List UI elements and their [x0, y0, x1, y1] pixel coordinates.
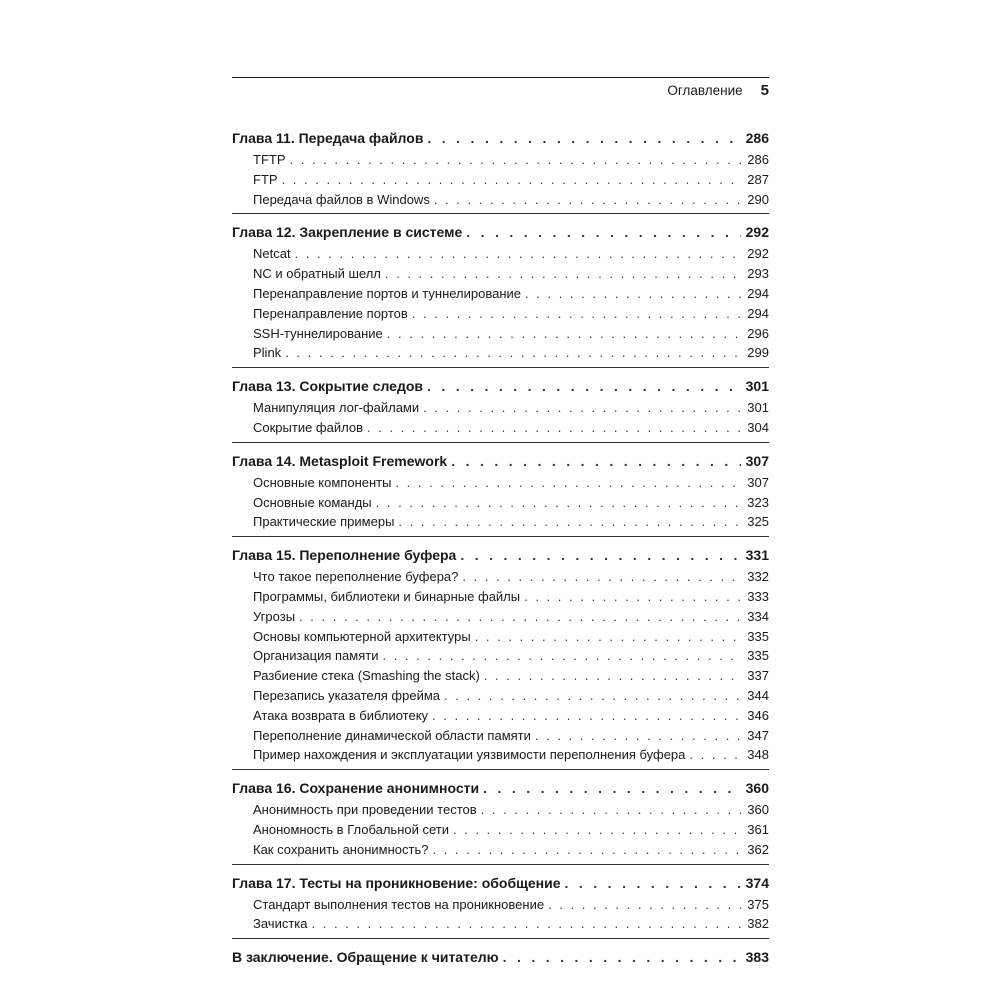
- toc-section-title: Анономность в Глобальной сети: [253, 821, 449, 837]
- toc-section-title: NC и обратный шелл: [253, 266, 381, 282]
- toc-section-title: Организация памяти: [253, 648, 379, 664]
- toc-chapter-block: [232, 778, 769, 864]
- toc-dot-leader: [290, 150, 742, 170]
- toc-section-entry[interactable]: [232, 820, 769, 840]
- toc-section-title: Анонимность при проведении тестов: [253, 802, 477, 818]
- toc-section-entry[interactable]: [232, 284, 769, 304]
- toc-chapter-title: Глава 12. Закрепление в системе: [232, 224, 463, 241]
- toc-section-entry[interactable]: [232, 587, 769, 607]
- toc-section-page: 323: [747, 494, 769, 510]
- toc-chapter-block: [232, 376, 769, 443]
- toc-section-page: 287: [747, 171, 769, 187]
- toc-section-page: 348: [747, 747, 769, 763]
- table-of-contents: [232, 128, 769, 981]
- toc-section-title: Перенаправление портов: [253, 305, 408, 321]
- toc-chapter-page: 360: [745, 780, 769, 797]
- toc-section-page: 335: [747, 648, 769, 664]
- toc-section-entry[interactable]: [232, 512, 769, 532]
- toc-section-title: Атака возврата в библиотеку: [253, 707, 429, 723]
- toc-dot-leader: [282, 170, 741, 190]
- toc-dot-leader: [434, 190, 741, 210]
- toc-section-title: Разбиение стека (Smashing the stack): [253, 668, 480, 684]
- toc-section-page: 332: [747, 569, 769, 585]
- toc-section-page: 362: [747, 841, 769, 857]
- toc-chapter-entry[interactable]: [232, 947, 769, 968]
- toc-chapter-block: [232, 222, 769, 368]
- toc-dot-leader: [427, 376, 741, 397]
- toc-dot-leader: [453, 820, 741, 840]
- toc-section-entry[interactable]: [232, 473, 769, 493]
- toc-dot-leader: [427, 128, 741, 149]
- toc-dot-leader: [398, 512, 741, 532]
- toc-dot-leader: [423, 398, 741, 418]
- toc-section-page: 294: [747, 305, 769, 321]
- toc-chapter-entry[interactable]: [232, 545, 769, 566]
- toc-section-page: 307: [747, 474, 769, 490]
- toc-dot-leader: [367, 418, 741, 438]
- toc-chapter-title: Глава 13. Сокрытие следов: [232, 378, 424, 395]
- toc-dot-leader: [395, 473, 741, 493]
- toc-dot-leader: [385, 264, 741, 284]
- toc-section-entry[interactable]: [232, 840, 769, 860]
- toc-section-title: Пример нахождения и эксплуатации уязвимости переполнения буфера: [253, 747, 686, 763]
- toc-chapter-title: Глава 15. Переполнение буфера: [232, 547, 457, 564]
- toc-section-title: Передача файлов в Windows: [253, 191, 430, 207]
- toc-chapter-page: 331: [745, 547, 769, 564]
- toc-section-title: Переполнение динамической области памяти: [253, 727, 531, 743]
- toc-section-page: 292: [747, 246, 769, 262]
- toc-section-title: Угрозы: [253, 608, 296, 624]
- toc-section-entry[interactable]: [232, 418, 769, 438]
- toc-dot-leader: [432, 706, 741, 726]
- toc-section-title: Программы, библиотеки и бинарные файлы: [253, 588, 521, 604]
- toc-section-page: 347: [747, 727, 769, 743]
- toc-section-page: 293: [747, 266, 769, 282]
- toc-dot-leader: [312, 914, 742, 934]
- toc-dot-leader: [451, 451, 741, 472]
- toc-chapter-block: [232, 873, 769, 940]
- toc-section-entry[interactable]: [232, 190, 769, 210]
- toc-chapter-entry[interactable]: [232, 873, 769, 894]
- toc-chapter-block: [232, 947, 769, 973]
- toc-section-entry[interactable]: [232, 324, 769, 344]
- toc-dot-leader: [548, 895, 741, 915]
- toc-section-page: 304: [747, 419, 769, 435]
- toc-section-entry[interactable]: [232, 150, 769, 170]
- toc-chapter-title: Глава 11. Передача файлов: [232, 130, 424, 146]
- toc-section-entry[interactable]: [232, 726, 769, 746]
- toc-section-page: 337: [747, 668, 769, 684]
- toc-dot-leader: [387, 324, 741, 344]
- toc-section-title: Как сохранить анонимность?: [253, 841, 429, 857]
- toc-section-entry[interactable]: [232, 745, 769, 765]
- toc-section-title: Основные компоненты: [253, 474, 392, 490]
- toc-section-page: 301: [747, 400, 769, 416]
- toc-dot-leader: [460, 545, 741, 566]
- toc-section-title: Netcat: [253, 246, 291, 262]
- toc-dot-leader: [484, 666, 741, 686]
- toc-section-title: Основы компьютерной архитектуры: [253, 628, 471, 644]
- toc-section-entry[interactable]: [232, 914, 769, 934]
- toc-dot-leader: [285, 343, 741, 363]
- toc-chapter-entry[interactable]: [232, 128, 769, 149]
- toc-section-page: 346: [747, 707, 769, 723]
- toc-dot-leader: [481, 800, 741, 820]
- toc-dot-leader: [382, 646, 741, 666]
- toc-section-entry[interactable]: [232, 666, 769, 686]
- running-title: Оглавление: [667, 83, 743, 98]
- toc-dot-leader: [483, 778, 741, 799]
- toc-section-title: FTP: [253, 171, 278, 187]
- toc-section-page: 333: [747, 588, 769, 604]
- toc-section-entry[interactable]: [232, 706, 769, 726]
- toc-dot-leader: [432, 840, 741, 860]
- toc-chapter-page: 292: [745, 224, 769, 241]
- toc-dot-leader: [475, 627, 741, 647]
- toc-section-page: 375: [747, 896, 769, 912]
- toc-dot-leader: [444, 686, 741, 706]
- toc-chapter-entry[interactable]: [232, 778, 769, 799]
- toc-section-entry[interactable]: [232, 493, 769, 513]
- toc-section-page: 360: [747, 802, 769, 818]
- toc-dot-leader: [535, 726, 741, 746]
- toc-section-entry[interactable]: [232, 398, 769, 418]
- page-number: 5: [760, 82, 769, 99]
- toc-section-title: Основные команды: [253, 494, 372, 510]
- toc-chapter-page: 307: [745, 452, 769, 469]
- toc-section-page: 286: [747, 152, 769, 167]
- toc-section-entry[interactable]: [232, 304, 769, 324]
- toc-section-title: TFTP: [253, 152, 286, 167]
- toc-dot-leader: [376, 493, 741, 513]
- toc-dot-leader: [565, 873, 741, 894]
- toc-section-page: 382: [747, 916, 769, 932]
- toc-chapter-page: 301: [745, 378, 769, 395]
- toc-chapter-title: Глава 17. Тесты на проникновение: обобщение: [232, 874, 561, 891]
- toc-dot-leader: [524, 587, 741, 607]
- toc-section-title: SSH-туннелирование: [253, 325, 383, 341]
- header-rule: [232, 77, 769, 78]
- toc-section-page: 299: [747, 345, 769, 361]
- toc-section-entry[interactable]: [232, 800, 769, 820]
- toc-section-title: Зачистка: [253, 916, 308, 932]
- toc-section-entry[interactable]: [232, 343, 769, 363]
- running-head: [232, 82, 769, 104]
- toc-section-page: 361: [747, 821, 769, 837]
- toc-chapter-entry[interactable]: [232, 451, 769, 472]
- toc-section-title: Что такое переполнение буфера?: [253, 569, 459, 585]
- toc-section-title: Перенаправление портов и туннелирование: [253, 285, 522, 301]
- toc-chapter-title: Глава 16. Сохранение анонимности: [232, 780, 480, 797]
- toc-dot-leader: [503, 947, 741, 968]
- toc-section-entry[interactable]: [232, 607, 769, 627]
- toc-section-entry[interactable]: [232, 244, 769, 264]
- toc-section-title: Перезапись указателя фрейма: [253, 687, 441, 703]
- toc-section-page: 335: [747, 628, 769, 644]
- toc-chapter-entry[interactable]: [232, 376, 769, 397]
- toc-section-page: 290: [747, 191, 769, 207]
- toc-section-title: Plink: [253, 345, 282, 361]
- toc-section-title: Манипуляция лог-файлами: [253, 400, 420, 416]
- toc-chapter-block: [232, 545, 769, 770]
- toc-dot-leader: [295, 244, 741, 264]
- toc-section-page: 334: [747, 608, 769, 624]
- toc-section-entry[interactable]: [232, 686, 769, 706]
- toc-section-title: Практические примеры: [253, 514, 395, 530]
- toc-chapter-page: 383: [745, 949, 769, 966]
- toc-dot-leader: [462, 567, 741, 587]
- toc-dot-leader: [466, 222, 741, 243]
- toc-section-entry[interactable]: [232, 627, 769, 647]
- toc-dot-leader: [525, 284, 741, 304]
- toc-section-page: 296: [747, 325, 769, 341]
- toc-section-title: Стандарт выполнения тестов на проникновение: [253, 896, 545, 912]
- toc-dot-leader: [689, 745, 741, 765]
- toc-section-page: 344: [747, 687, 769, 703]
- toc-dot-leader: [299, 607, 741, 627]
- toc-section-entry[interactable]: [232, 895, 769, 915]
- toc-section-page: 325: [747, 514, 769, 530]
- toc-chapter-title: В заключение. Обращение к читателю: [232, 949, 499, 966]
- toc-dot-leader: [412, 304, 741, 324]
- toc-chapter-title: Глава 14. Metasploit Fremework: [232, 452, 448, 469]
- toc-section-entry[interactable]: [232, 170, 769, 190]
- toc-section-entry[interactable]: [232, 646, 769, 666]
- toc-chapter-page: 286: [745, 130, 769, 146]
- toc-chapter-entry[interactable]: [232, 222, 769, 243]
- toc-section-page: 294: [747, 285, 769, 301]
- toc-chapter-block: [232, 128, 769, 214]
- toc-section-title: Сокрытие файлов: [253, 419, 363, 435]
- toc-section-entry[interactable]: [232, 264, 769, 284]
- toc-chapter-block: [232, 451, 769, 537]
- toc-chapter-page: 374: [745, 874, 769, 891]
- toc-section-entry[interactable]: [232, 567, 769, 587]
